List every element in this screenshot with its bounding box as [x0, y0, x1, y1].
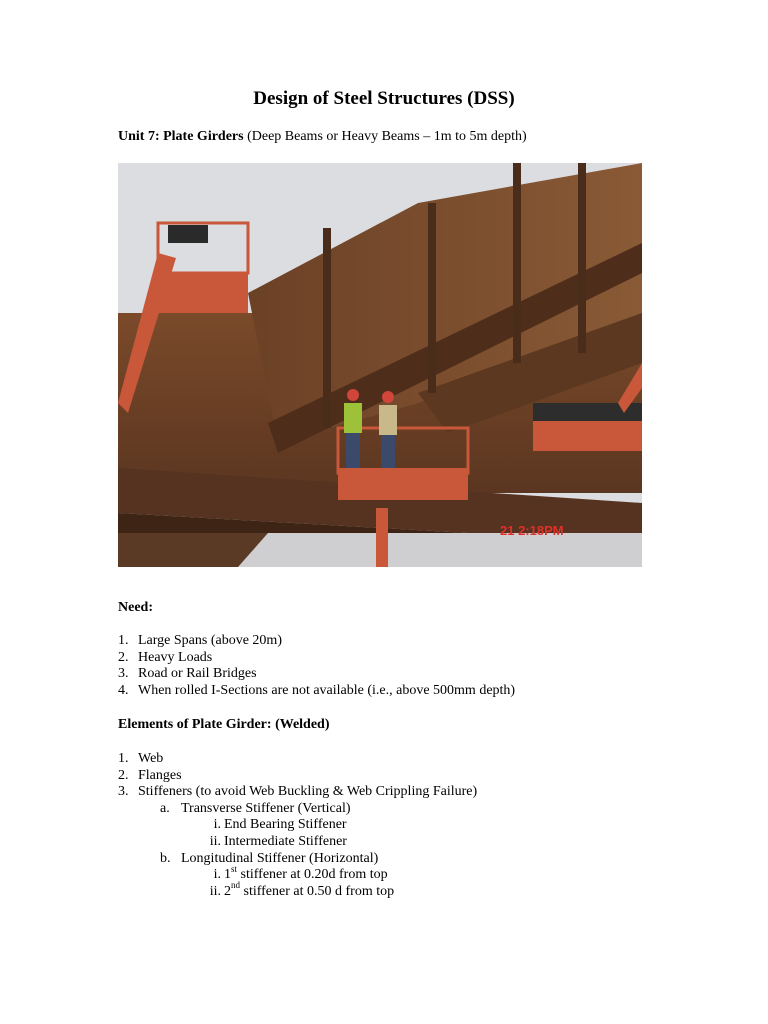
list-number: 3.: [118, 666, 129, 682]
photo-timestamp: 21 2:18PM: [500, 523, 564, 538]
list-number: b.: [160, 850, 171, 866]
page-title: Design of Steel Structures (DSS): [253, 88, 515, 109]
list-text-rest: stiffener at 0.50 d from top: [240, 883, 395, 899]
list-text: End Bearing Stiffener: [224, 817, 347, 833]
unit-label: Unit 7: Plate Girders: [118, 129, 244, 144]
list-number: 3.: [118, 784, 129, 800]
list-text-rest: stiffener at 0.20d from top: [237, 867, 388, 883]
list-text: Road or Rail Bridges: [138, 666, 257, 682]
list-text: When rolled I-Sections are not available (i.e., above 500mm depth): [138, 682, 516, 698]
list-text: Flanges: [138, 767, 182, 783]
list-number: 2.: [118, 767, 129, 783]
elements-heading: Elements of Plate Girder: (Welded): [118, 717, 330, 732]
ordinal-suffix: nd: [231, 880, 240, 891]
ordinal-number: 1: [224, 867, 231, 883]
list-number: 2.: [118, 649, 129, 665]
ordinal-suffix: st: [231, 863, 238, 874]
plate-girder-photo: [118, 163, 642, 567]
list-number: 1.: [118, 633, 129, 648]
list-text: Transverse Stiffener (Vertical): [181, 800, 351, 816]
list-text: Intermediate Stiffener: [224, 833, 347, 849]
list-number: 1.: [118, 751, 129, 766]
list-text: [224, 863, 388, 884]
list-text: Heavy Loads: [138, 649, 213, 665]
list-text: Longitudinal Stiffener (Horizontal): [181, 850, 379, 866]
ordinal-number: 2: [224, 883, 231, 899]
unit-heading: [118, 129, 527, 145]
list-number: a.: [160, 800, 170, 816]
list-text: Stiffeners (to avoid Web Buckling & Web Crippling Failure): [138, 784, 478, 800]
list-number: 4.: [118, 682, 129, 698]
list-number: i.: [213, 817, 221, 833]
unit-subtitle: (Deep Beams or Heavy Beams – 1m to 5m depth): [243, 129, 527, 144]
list-number: ii.: [209, 833, 221, 849]
list-text: Web: [138, 751, 164, 766]
list-number: ii.: [209, 883, 221, 899]
photo-illustration: [118, 163, 642, 567]
list-text: [224, 880, 395, 901]
need-heading: Need:: [118, 600, 153, 615]
list-number: i.: [213, 867, 221, 883]
list-text: Large Spans (above 20m): [138, 633, 282, 648]
